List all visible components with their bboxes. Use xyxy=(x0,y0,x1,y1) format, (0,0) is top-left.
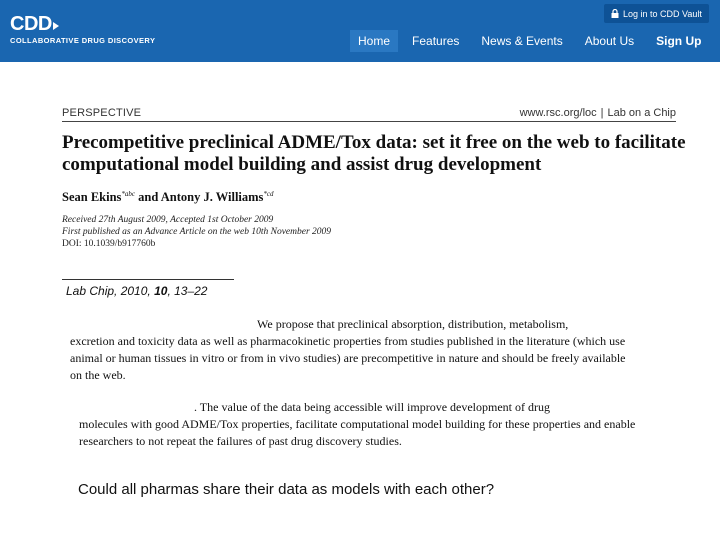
author-2-affiliation: *cd xyxy=(263,190,274,198)
paper-authors xyxy=(62,190,274,205)
logo-arrow-icon xyxy=(53,22,59,30)
lock-icon xyxy=(611,9,619,18)
paper-citation xyxy=(66,284,207,298)
paper-header-rule xyxy=(62,104,676,122)
nav-news-events[interactable]: News & Events xyxy=(481,34,563,48)
citation-journal-year: Lab Chip, 2010, xyxy=(66,284,155,298)
paper-metadata xyxy=(62,214,331,250)
journal-separator: | xyxy=(600,107,604,119)
author-2: Antony J. Williams xyxy=(160,190,264,205)
main-nav xyxy=(350,30,709,52)
logo-subtitle: COLLABORATIVE DRUG DISCOVERY xyxy=(10,36,156,45)
site-header xyxy=(0,0,720,62)
published-date: First published as an Advance Article on the web 10th November 2009 xyxy=(62,227,332,237)
login-button[interactable] xyxy=(604,4,709,23)
journal-info xyxy=(520,107,676,119)
abstract-line-1: We propose that preclinical absorption, distribution, metabolism, xyxy=(257,317,569,331)
received-date: Received 27th August 2009, Accepted 1st October 2009 xyxy=(62,215,274,225)
citation-pages: , 13–22 xyxy=(167,284,208,298)
section-label: PERSPECTIVE xyxy=(62,107,142,119)
citation-volume: 10 xyxy=(154,284,168,298)
nav-features[interactable]: Features xyxy=(412,34,460,48)
nav-about-us[interactable]: About Us xyxy=(584,34,635,48)
citation-divider xyxy=(62,279,234,280)
logo-mark xyxy=(10,14,155,34)
logo-text: CDD xyxy=(10,13,52,35)
nav-sign-up[interactable]: Sign Up xyxy=(656,34,702,48)
paper-title: Precompetitive preclinical ADME/Tox data: set it free on the web to facilitate computational model building and assist drug development xyxy=(62,132,686,175)
author-and: and xyxy=(135,190,161,205)
abstract-line-2: . The value of the data being accessible will improve development of drug xyxy=(194,400,550,414)
abstract-paragraph-1: excretion and toxicity data as well as pharmacokinetic properties from studies published in the literature (which use animal or human tissues in vitro or from in vivo studies) are precompetitive in nature and should be freely available on the web. xyxy=(70,334,626,382)
abstract-paragraph-2: molecules with good ADME/Tox properties, facilitate computational model building for these properties and enable researchers to not repeat the failures of past drug discovery studies. xyxy=(79,417,636,448)
paper-doi: DOI: 10.1039/b917760b xyxy=(62,239,156,249)
author-1: Sean Ekins xyxy=(62,190,122,205)
slide-caption: Could all pharmas share their data as models with each other? xyxy=(78,481,495,498)
login-label: Log in to CDD Vault xyxy=(623,8,702,19)
author-1-affiliation: *abc xyxy=(121,190,136,198)
nav-home[interactable]: Home xyxy=(350,30,398,52)
journal-url: www.rsc.org/loc xyxy=(519,107,597,119)
journal-name: Lab on a Chip xyxy=(607,107,676,119)
cdd-logo[interactable] xyxy=(10,14,155,45)
